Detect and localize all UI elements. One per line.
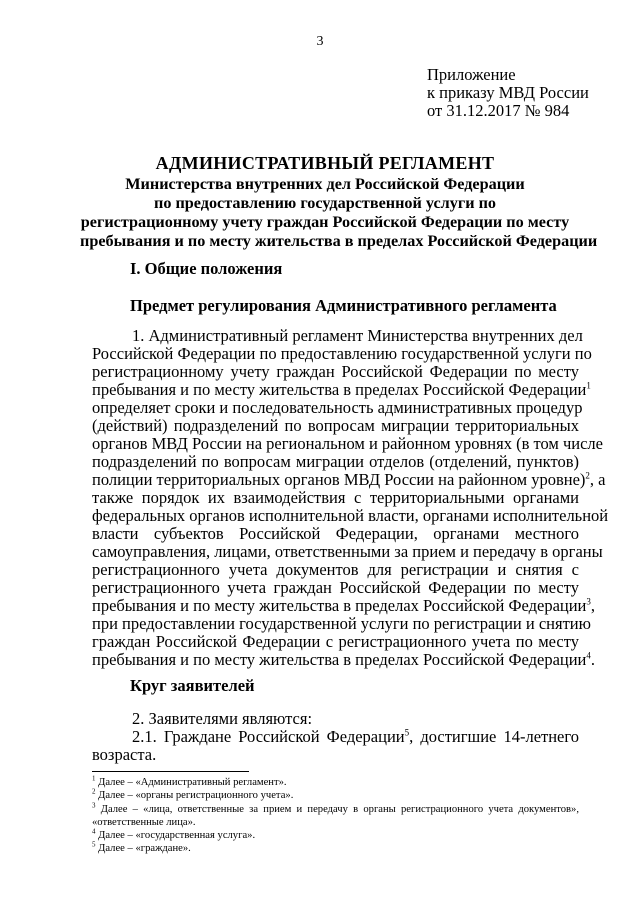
footnote-text: Далее – «Административный регламент». [98, 777, 287, 788]
footnote-ref: 3 [586, 596, 591, 607]
paragraph-line: федеральных органов исполнительной власти, органами исполнительной [92, 506, 609, 525]
page-number: 3 [316, 34, 324, 49]
footnote [92, 776, 579, 789]
section-heading: I. Общие положения [130, 259, 283, 278]
footnote-number: 3 [92, 801, 96, 810]
document-title: АДМИНИСТРАТИВНЫЙ РЕГЛАМЕНТ [155, 153, 495, 173]
footnote-ref: 4 [586, 650, 591, 661]
paragraph-2: 2. Заявителями являются: [132, 709, 313, 728]
footnotes [92, 776, 579, 856]
footnote-number: 2 [92, 787, 96, 796]
footnote [92, 842, 579, 855]
paragraph-line: (действий) подразделений по вопросам миграции территориальных [92, 416, 579, 435]
paragraph-line [92, 650, 596, 669]
footnote-text: Далее – «органы регистрационного учета». [98, 790, 294, 802]
appendix-order-date: от 31.12.2017 № 984 [427, 101, 570, 120]
paragraph-line: определяет сроки и последовательность административных процедур [92, 398, 583, 417]
footnote-number: 5 [92, 840, 96, 849]
paragraph-line: регистрационного учета граждан Российской Федерации по месту [92, 578, 579, 597]
subsection-heading: Предмет регулирования Административного регламента [130, 296, 557, 315]
applicants-heading: Круг заявителей [130, 676, 255, 695]
footnote-number: 1 [92, 774, 96, 783]
subtitle-line: регистрационному учету граждан Российской Федерации по месту [80, 213, 570, 231]
footnote-ref: 5 [404, 727, 410, 738]
paragraph-text: пребывания и по месту жительства в пределах Российской Федерации [92, 596, 587, 615]
paragraph-text: полиции территориальных органов МВД России на районном уровне) [92, 470, 586, 489]
footnote [92, 803, 579, 816]
paragraph-text: . [590, 650, 596, 669]
paragraph-2-1-line [92, 728, 579, 746]
document-subtitle [80, 175, 598, 251]
subtitle-line: Министерства внутренних дел Российской Федерации [125, 175, 525, 193]
footnote [92, 829, 579, 842]
paragraph-line: регистрационного учета документов для регистрации и снятия с [92, 560, 579, 579]
document-title-block [80, 153, 598, 251]
paragraph-2-1-line: возраста. [92, 745, 157, 764]
footnote-text: Далее – «граждане». [98, 843, 191, 855]
paragraph-text: пребывания и по месту жительства в пределах Российской Федерации [92, 380, 587, 399]
paragraph-line: 1. Административный регламент Министерства внутренних дел [132, 326, 583, 345]
paragraph-line: Российской Федерации по предоставлению государственной услуги по [92, 344, 592, 363]
footnote-ref: 2 [585, 470, 590, 481]
paragraph-text: , а [589, 470, 606, 489]
paragraph-line [92, 470, 606, 489]
paragraph-line: граждан Российской Федерации с регистрационного учета по месту [92, 632, 579, 651]
paragraph-text: 2.1. Граждане Российской Федерации [132, 727, 405, 746]
paragraph-line: регистрационному учету граждан Российской Федерации по месту [92, 362, 579, 381]
paragraph-line [92, 596, 596, 615]
paragraph-text: пребывания и по месту жительства в пределах Российской Федерации [92, 650, 587, 669]
appendix-order-reference: к приказу МВД России [427, 83, 589, 102]
subtitle-line: по предоставлению государственной услуги по [154, 194, 496, 212]
subtitle-line: пребывания и по месту жительства в пределах Российской Федерации [80, 232, 598, 250]
paragraph-line: подразделений по вопросам миграции отделов (отделений, пунктов) [92, 452, 579, 471]
paragraph-line: при предоставлении государственной услуги по регистрации и снятию [92, 614, 591, 633]
paragraph-line: также порядок их взаимодействия с территориальными органами [92, 488, 579, 507]
paragraph-text: , достигшие 14-летнего [409, 727, 579, 746]
footnote-continuation: «ответственные лица». [92, 816, 196, 828]
footnote-number: 4 [92, 827, 96, 836]
paragraph-line [92, 380, 591, 399]
appendix-label: Приложение [427, 65, 516, 84]
paragraph-line: власти субъектов Российской Федерации, органами местного [92, 524, 579, 543]
paragraph-line: органов МВД России на региональном и районном уровнях (в том числе [92, 434, 603, 453]
paragraph-text: , [590, 596, 596, 615]
footnote-text: Далее – «лица, ответственные за прием и передачу в органы регистрационного учета документов», [100, 803, 579, 815]
appendix-block [427, 66, 589, 120]
footnote-ref: 1 [586, 380, 591, 391]
footnote [92, 789, 579, 802]
paragraph-line: самоуправления, лицами, ответственными за прием и передачу в органы [92, 542, 603, 561]
footnote-text: Далее – «государственная услуга». [98, 830, 256, 842]
footnote-divider [92, 771, 249, 772]
